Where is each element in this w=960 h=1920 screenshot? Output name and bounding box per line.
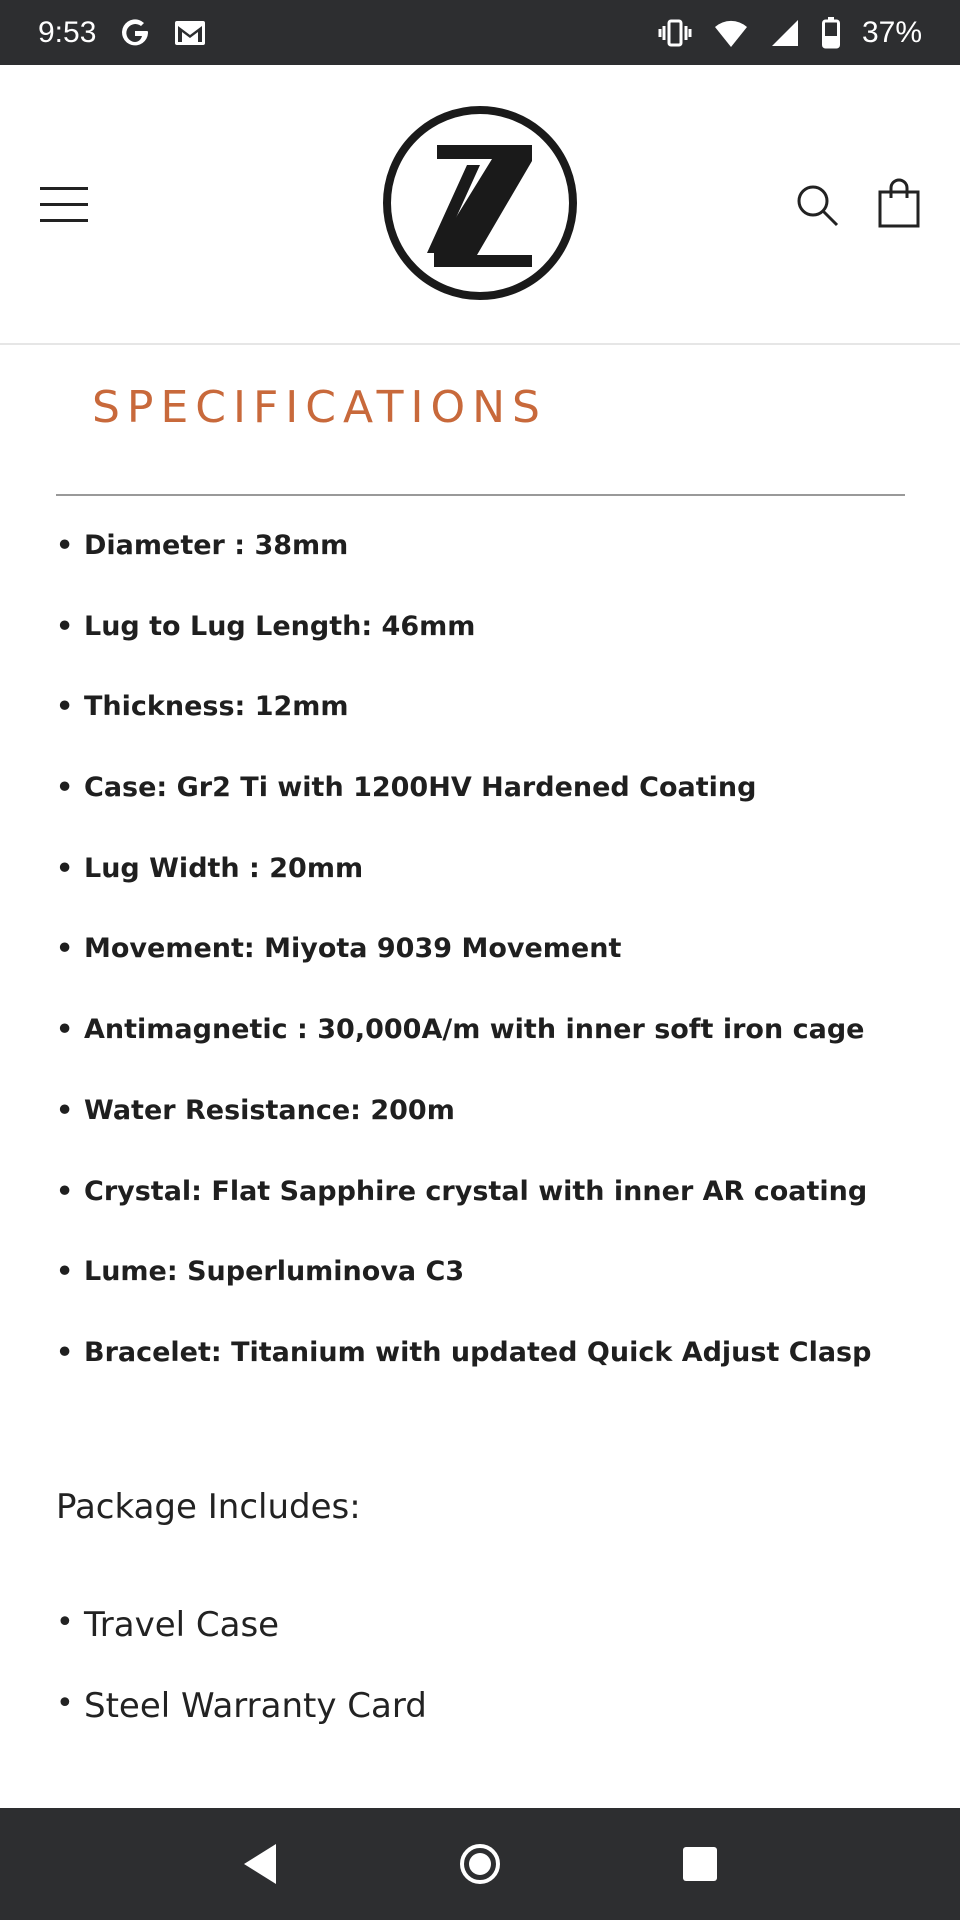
battery-icon [822, 17, 840, 49]
list-item: • Bracelet: Titanium with updated Quick Adjust Clasp [56, 1336, 872, 1368]
spec-text: Antimagnetic : 30,000A/m with inner soft iron cage [84, 1014, 865, 1046]
gmail-icon [174, 20, 206, 46]
recents-icon [681, 1845, 719, 1883]
wifi-icon [714, 18, 748, 48]
home-button[interactable] [450, 1834, 510, 1894]
spec-text: Case: Gr2 Ti with 1200HV Hardened Coating [84, 772, 757, 804]
divider [56, 494, 905, 496]
package-list [56, 1605, 427, 1767]
list-item: • Case: Gr2 Ti with 1200HV Hardened Coating [56, 772, 757, 804]
spec-text: Crystal: Flat Sapphire crystal with inner AR coating [84, 1175, 868, 1207]
list-item: • Travel Case [56, 1605, 280, 1645]
list-item: • Lug to Lug Length: 46mm [56, 610, 476, 642]
site-header [0, 65, 960, 345]
search-button[interactable] [795, 183, 839, 227]
search-icon [795, 183, 839, 227]
menu-button[interactable] [40, 187, 90, 223]
spec-text: Lug to Lug Length: 46mm [84, 610, 476, 642]
back-icon [240, 1842, 280, 1886]
spec-text: Thickness: 12mm [84, 691, 349, 723]
list-item: • Lume: Superluminova C3 [56, 1256, 465, 1288]
status-right [658, 16, 922, 50]
list-item: • Antimagnetic : 30,000A/m with inner soft iron cage [56, 1014, 865, 1046]
status-time: 9:53 [38, 15, 97, 49]
list-item: • Lug Width : 20mm [56, 852, 364, 884]
list-item: • Steel Warranty Card [56, 1686, 427, 1726]
package-title: Package Includes: [56, 1487, 361, 1527]
signal-icon [770, 18, 800, 48]
google-icon [118, 16, 152, 50]
system-nav-bar [0, 1808, 960, 1920]
recents-button[interactable] [670, 1834, 730, 1894]
vibrate-icon [658, 18, 692, 48]
status-bar [0, 0, 960, 65]
list-item: • Crystal: Flat Sapphire crystal with inner AR coating [56, 1175, 868, 1207]
spec-text: Water Resistance: 200m [84, 1094, 455, 1126]
list-item: • Diameter : 38mm [56, 530, 349, 561]
brand-logo[interactable] [382, 105, 578, 301]
specifications-title: SPECIFICATIONS [92, 382, 547, 433]
spec-text: Lug Width : 20mm [84, 852, 364, 884]
list-item: • Movement: Miyota 9039 Movement [56, 933, 622, 965]
shopping-bag-icon [878, 178, 920, 228]
battery-percent: 37% [861, 15, 922, 49]
spec-text: Diameter : 38mm [84, 530, 349, 561]
spec-text: Bracelet: Titanium with updated Quick Adjust Clasp [84, 1336, 872, 1368]
package-text: Travel Case [84, 1605, 280, 1645]
specifications-list [56, 530, 936, 1418]
z-logo-icon [382, 105, 578, 301]
spec-text: Movement: Miyota 9039 Movement [84, 933, 622, 965]
list-item: • Thickness: 12mm [56, 691, 349, 723]
spec-text: Lume: Superluminova C3 [84, 1256, 465, 1288]
list-item: • Water Resistance: 200m [56, 1094, 455, 1126]
back-button[interactable] [230, 1834, 290, 1894]
status-left [38, 16, 206, 50]
package-text: Steel Warranty Card [84, 1686, 427, 1726]
home-icon [458, 1842, 502, 1886]
cart-button[interactable] [878, 178, 920, 228]
